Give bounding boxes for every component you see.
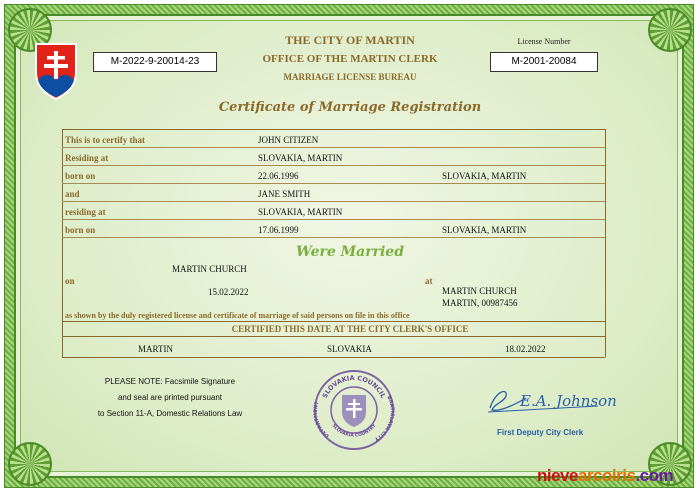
license-number-label: License Number xyxy=(517,37,571,46)
row-rule xyxy=(62,219,605,220)
on-label: on xyxy=(65,276,75,286)
certificate-title: Certificate of Marriage Registration xyxy=(218,100,482,115)
seal-left-text: DEPARTMENT xyxy=(312,400,331,439)
certified-date: 18.02.2022 xyxy=(505,344,546,354)
row-rule xyxy=(62,183,605,184)
row-label: residing at xyxy=(65,207,106,217)
bride-residence: SLOVAKIA, MARTIN xyxy=(258,207,343,217)
row-rule xyxy=(62,147,605,148)
certified-top-rule xyxy=(62,321,605,322)
row-rule xyxy=(62,165,605,166)
ceremony-address: MARTIN, 00987456 xyxy=(442,298,518,308)
seal-right-text: BRATISLAVA CITY xyxy=(373,395,396,442)
signature-icon xyxy=(486,384,617,416)
bride-name: JANE SMITH xyxy=(258,189,311,199)
bride-birth-date: 17.06.1999 xyxy=(258,225,299,235)
ceremony-place: MARTIN CHURCH xyxy=(442,286,517,296)
site-watermark xyxy=(537,466,673,486)
watermark-part: arcoiris xyxy=(577,466,636,485)
facsimile-note-line: PLEASE NOTE: Facsimile Signature xyxy=(104,377,236,386)
certified-statement: CERTIFIED THIS DATE AT THE CITY CLERK'S OFFICE xyxy=(231,324,469,334)
facsimile-note-line: to Section 11-A, Domestic Relations Law xyxy=(97,409,243,418)
certified-country: SLOVAKIA xyxy=(327,344,372,354)
signer-title: First Deputy City Clerk xyxy=(497,428,584,437)
slovakia-coat-of-arms-icon xyxy=(34,42,78,100)
license-number-box: M-2001-20084 xyxy=(490,52,598,72)
certified-bottom-rule xyxy=(62,336,605,337)
bride-birth-place: SLOVAKIA, MARTIN xyxy=(442,225,527,235)
table-right-rule xyxy=(605,129,606,357)
row-label: Residing at xyxy=(65,153,109,163)
groom-birth-date: 22.06.1996 xyxy=(258,171,299,181)
row-label: and xyxy=(65,189,80,199)
table-bottom-rule xyxy=(62,357,605,358)
row-label: This is to certify that xyxy=(65,135,145,145)
corner-rosette-bottom-left xyxy=(8,442,52,486)
city-heading: THE CITY OF MARTIN xyxy=(285,33,415,47)
groom-residence: SLOVAKIA, MARTIN xyxy=(258,153,343,163)
table-top-rule xyxy=(62,129,605,130)
document-number-box: M-2022-9-20014-23 xyxy=(93,52,217,72)
marriage-place: MARTIN CHURCH xyxy=(172,264,247,274)
watermark-part: .com xyxy=(635,466,674,485)
council-seal-icon xyxy=(312,368,396,452)
facsimile-note-line: and seal are printed pursuant xyxy=(117,393,223,402)
svg-text:DEPARTMENT xyxy=(313,400,330,439)
watermark-part: nieve xyxy=(537,466,578,485)
row-label: born on xyxy=(65,171,96,181)
signature-text: E.A. Johnson xyxy=(520,392,617,410)
row-rule xyxy=(62,201,605,202)
groom-birth-place: SLOVAKIA, MARTIN xyxy=(442,171,527,181)
table-left-rule xyxy=(62,129,63,357)
groom-name: JOHN CITIZEN xyxy=(258,135,319,145)
marriage-date: 15.02.2022 xyxy=(208,287,249,297)
seal-top-text: SLOVAKIA COUNCIL xyxy=(320,373,388,400)
bureau-heading: MARRIAGE LICENSE BUREAU xyxy=(283,72,417,82)
were-married-heading: Were Married xyxy=(296,244,404,260)
seal-bottom-text: SLOVAKIA COUNTRY xyxy=(330,423,378,439)
at-label: at xyxy=(425,276,433,286)
office-heading: OFFICE OF THE MARTIN CLERK xyxy=(262,53,438,65)
shown-statement: as shown by the duly registered license and certificate of marriage of said persons on file in this office xyxy=(65,311,410,320)
certified-city: MARTIN xyxy=(138,344,173,354)
row-rule xyxy=(62,237,605,238)
row-label: born on xyxy=(65,225,96,235)
